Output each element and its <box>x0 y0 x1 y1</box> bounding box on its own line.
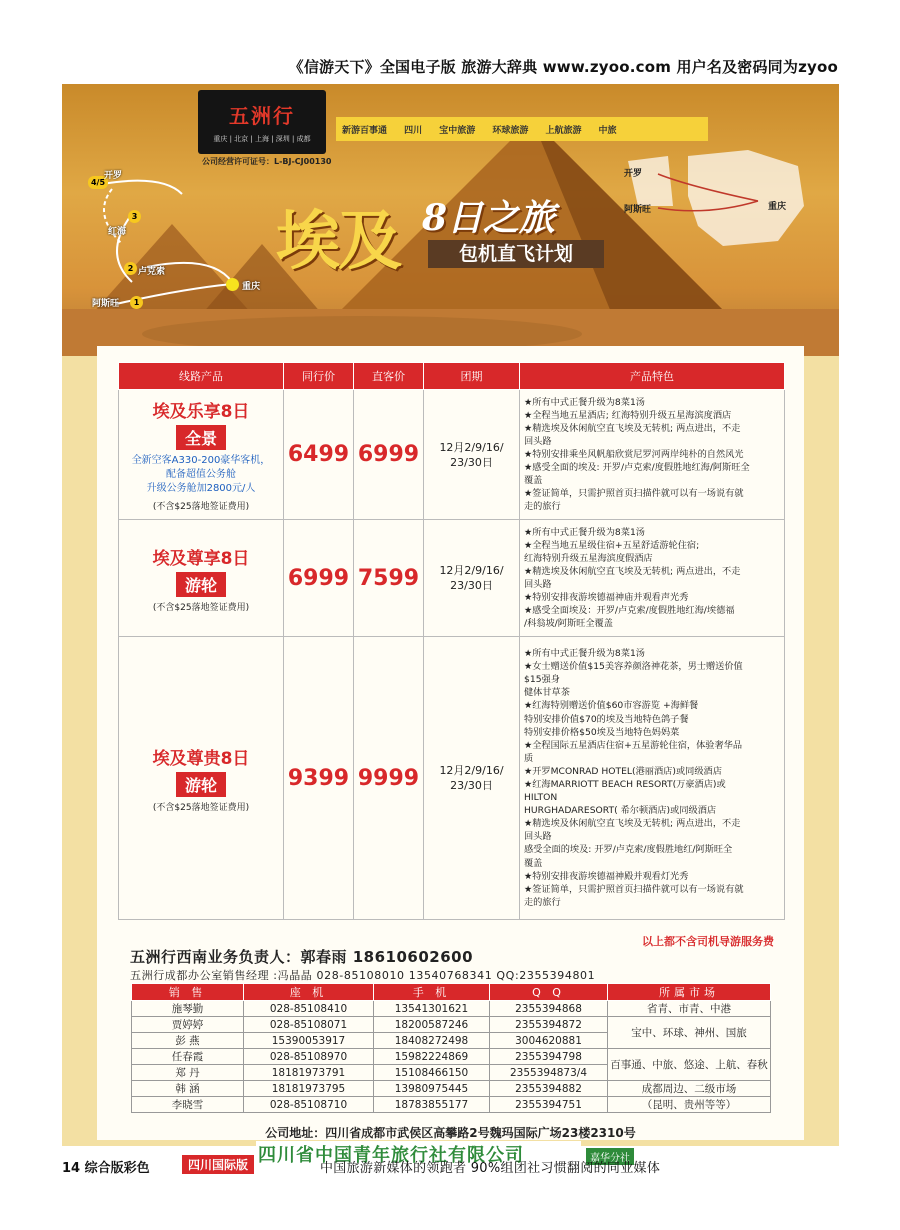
feature-line: 走的旅行 <box>524 501 561 513</box>
sales-row <box>132 1001 771 1017</box>
map-label-aswan: 阿斯旺 <box>92 299 120 309</box>
sales-row <box>132 1081 771 1097</box>
mobile: 18200587246 <box>374 1017 490 1033</box>
footer-slogan: 中国旅游新媒体的领跑者 90%组团社习惯翻阅的同业媒体 <box>320 1161 661 1176</box>
peer-price-cell <box>284 637 354 920</box>
hero-title-egypt: 埃及 <box>276 204 400 279</box>
page-footer <box>0 1154 900 1178</box>
product-cell <box>119 637 284 920</box>
regional-manager: 五洲行西南业务负责人：郭春雨 18610602600 <box>130 948 474 966</box>
feature-line: ★全程当地五星级住宿+五星舒适游轮住宿; <box>524 539 700 551</box>
feature-line: ★所有中式正餐升级为8菜1汤 <box>524 648 645 660</box>
map-label-cairo: 开罗 <box>104 171 123 181</box>
column-header: 线路产品 <box>119 363 284 390</box>
mobile: 15108466150 <box>374 1065 490 1081</box>
sales-name: 彭 燕 <box>132 1033 244 1049</box>
direct-price: 6999 <box>357 442 420 467</box>
column-header: 座 机 <box>244 984 374 1001</box>
route-number: 4/5 <box>88 176 108 189</box>
feature-line: 感受全面的埃及: 开罗/卢克索/度假胜地红/阿斯旺全 <box>524 844 733 856</box>
market: （昆明、贵州等等） <box>608 1097 771 1113</box>
direct-price: 9999 <box>357 765 420 791</box>
office-manager: 五洲行成都办公室销售经理 :冯晶晶 028-85108010 13540768341 QQ:2355394801 <box>130 969 596 982</box>
sales-row <box>132 1097 771 1113</box>
feature-line: ★特别安排夜游埃德福神殿并观看灯光秀 <box>524 870 689 882</box>
route-number: 2 <box>124 262 137 275</box>
sales-row <box>132 1049 771 1065</box>
chongqing-dot-icon <box>226 278 239 291</box>
product-tag: 游轮 <box>176 772 226 797</box>
product-table <box>118 362 785 920</box>
feature-line: 红海特别升级五星海滨度假酒店 <box>524 552 653 564</box>
qq: 2355394872 <box>490 1017 608 1033</box>
logo-name: 五洲行 <box>229 104 295 128</box>
sales-row <box>132 1017 771 1033</box>
market: 宝中、环球、神州、国旅 <box>608 1017 771 1049</box>
top-bar <box>0 52 900 82</box>
feature-line: ★所有中式正餐升级为8菜1汤 <box>524 396 645 408</box>
hero-banner <box>62 84 839 356</box>
feature-line: ★精选埃及休闲航空直飞埃及无转机; 两点进出，不走 <box>524 818 741 830</box>
mobile: 13541301621 <box>374 1001 490 1017</box>
landline: 028-85108410 <box>244 1001 374 1017</box>
visa-note: (不含$25落地签证费用) <box>152 502 250 512</box>
license-number: 公司经营许可证号：L-BJ-CJ00130 <box>202 157 332 166</box>
feature-line: ★红海MARRIOTT BEACH RESORT(万豪酒店)或 <box>524 779 726 790</box>
feature-line: 覆盖 <box>524 857 543 869</box>
feature-line: 回头路 <box>524 831 552 843</box>
feature-line: 覆盖 <box>524 475 543 487</box>
qq: 2355394882 <box>490 1081 608 1097</box>
sales-name: 郑 丹 <box>132 1065 244 1081</box>
brand-logo <box>198 90 326 154</box>
departure-dates: 12月2/9/16/ 23/30日 <box>439 440 504 469</box>
mobile: 18783855177 <box>374 1097 490 1113</box>
map-label-luxor: 卢克索 <box>138 267 166 277</box>
market: 省青、市青、中港 <box>608 1001 771 1017</box>
feature-line: ★全程国际五星酒店住宿+五星游轮住宿，体验奢华品 <box>524 739 743 751</box>
product-promo: 全新空客A330-200豪华客机， 配备超值公务舱 升级公务舱加2800元/人 <box>131 455 271 494</box>
cn-map-label-cairo: 开罗 <box>624 169 643 179</box>
product-row <box>119 390 785 520</box>
feature-line: $15强身 <box>524 674 560 686</box>
landline: 028-85108970 <box>244 1049 374 1065</box>
feature-line: HILTON <box>524 792 558 804</box>
feature-line: 回头路 <box>524 579 552 590</box>
feature-line: ★特别安排乘坐风帆船欣赏尼罗河两岸纯朴的自然风光 <box>524 448 744 460</box>
feature-line: ★全程当地五星酒店; 红海特别升级五星海滨度酒店 <box>524 409 732 421</box>
sales-name: 韩 涵 <box>132 1081 244 1097</box>
feature-line: ★签证简单，只需护照首页扫描件就可以有一场说有就 <box>524 883 744 895</box>
branch-name: 嘉华分社 <box>586 1148 634 1165</box>
product-name: 埃及尊享8日 <box>152 548 250 569</box>
service-fee-note: 以上都不含司机导游服务费 <box>642 935 774 948</box>
landline: 028-85108071 <box>244 1017 374 1033</box>
sales-name: 任春霞 <box>132 1049 244 1065</box>
page-number: 14 综合版彩色 <box>62 1161 150 1176</box>
sponsor-logo: 新游百事通 <box>342 126 388 136</box>
product-name: 埃及尊贵8日 <box>152 748 250 769</box>
column-header: 直客价 <box>354 363 424 390</box>
dates-cell <box>424 520 520 637</box>
company-name: 四川省中国青年旅行社有限公司 <box>258 1145 524 1166</box>
company-address: 公司地址：四川省成都市武侯区高攀路2号魏玛国际广场23楼2310号 <box>265 1126 636 1140</box>
feature-line: 回头路 <box>524 435 552 447</box>
sponsor-strip <box>336 117 708 141</box>
peer-price-cell <box>284 520 354 637</box>
column-header: 同行价 <box>284 363 354 390</box>
sponsor-logo: 宝中旅游 <box>439 126 476 136</box>
column-header: 产品特色 <box>520 363 785 390</box>
route-number: 1 <box>130 296 143 309</box>
product-cell <box>119 390 284 520</box>
feature-line: ★女士赠送价值$15美容养颜洛神花茶，男士赠送价值 <box>524 661 743 673</box>
column-header: Q Q <box>490 984 608 1001</box>
feature-line: 健体甘草茶 <box>524 687 570 699</box>
product-table-header <box>119 363 785 390</box>
landline: 18181973791 <box>244 1065 374 1081</box>
product-tag: 游轮 <box>176 572 226 597</box>
route-number: 3 <box>128 210 141 223</box>
feature-line: ★感受全面埃及：开罗/卢克索/度假胜地红海/埃德福 <box>524 605 735 617</box>
visa-note: (不含$25落地签证费用) <box>152 602 250 613</box>
product-cell <box>119 520 284 637</box>
feature-line: HURGHADARESORT( 希尔顿酒店)或同级酒店 <box>524 805 717 817</box>
feature-line: ★红海特别赠送价值$60市容游览 +海鲜餐 <box>524 700 699 712</box>
landline: 15390053917 <box>244 1033 374 1049</box>
hero-subtitle-charter: 包机直飞计划 <box>428 240 604 268</box>
feature-line: ★开罗MCONRAD HOTEL(港丽酒店)或同级酒店 <box>524 765 722 777</box>
sales-name: 贾婷婷 <box>132 1017 244 1033</box>
landline: 18181973795 <box>244 1081 374 1097</box>
feature-line: ★精选埃及休闲航空直飞埃及无转机; 两点进出，不走 <box>524 565 741 577</box>
direct-price-cell <box>354 520 424 637</box>
product-row <box>119 637 785 920</box>
dates-cell <box>424 637 520 920</box>
feature-line: 特别安排价值$70的埃及当地特色鸽子餐 <box>524 713 689 725</box>
publication-header: 《信游天下》全国电子版 旅游大辞典 www.zyoo.com 用户名及密码同为zyoo <box>288 58 838 76</box>
column-header: 手 机 <box>374 984 490 1001</box>
feature-line: /科翁坡/阿斯旺全覆盖 <box>524 618 613 630</box>
map-label-chongqing: 重庆 <box>242 282 261 292</box>
direct-price-cell <box>354 390 424 520</box>
column-header: 所属市场 <box>608 984 771 1001</box>
sponsor-logo: 环球旅游 <box>492 126 529 136</box>
column-header: 销 售 <box>132 984 244 1001</box>
mobile: 18408272498 <box>374 1033 490 1049</box>
feature-line: ★特别安排夜游埃德福神庙并观看声光秀 <box>524 592 689 604</box>
mobile: 13980975445 <box>374 1081 490 1097</box>
sponsor-logo: 四川 <box>404 126 423 136</box>
feature-line: 走的旅行 <box>524 896 561 908</box>
market: 百事通、中旅、悠途、上航、春秋 <box>608 1049 771 1081</box>
departure-dates: 12月2/9/16/ 23/30日 <box>439 764 504 792</box>
feature-line: ★签证简单，只需护照首页扫描件就可以有一场说有就 <box>524 488 744 500</box>
sales-table-header <box>132 984 771 1001</box>
qq: 2355394868 <box>490 1001 608 1017</box>
product-tag: 全景 <box>176 425 226 450</box>
sales-name: 李晓雪 <box>132 1097 244 1113</box>
feature-line: 特别安排价格$50埃及当地特色妈妈菜 <box>524 726 680 738</box>
product-row <box>119 520 785 637</box>
qq: 2355394751 <box>490 1097 608 1113</box>
qq: 2355394798 <box>490 1049 608 1065</box>
logo-cities: 重庆 | 北京 | 上海 | 深圳 | 成都 <box>213 135 311 143</box>
qq: 3004620881 <box>490 1033 608 1049</box>
product-name: 埃及乐享8日 <box>152 402 250 422</box>
cn-map-label-chongqing: 重庆 <box>768 202 787 212</box>
visa-note: (不含$25落地签证费用) <box>152 802 250 813</box>
hero-title-8days: 8日之旅 <box>422 197 556 239</box>
peer-price-cell <box>284 390 354 520</box>
peer-price: 6499 <box>287 442 350 467</box>
feature-line: ★所有中式正餐升级为8菜1汤 <box>524 526 645 538</box>
mobile: 15982224869 <box>374 1049 490 1065</box>
dates-cell <box>424 390 520 520</box>
sponsor-logo: 上航旅游 <box>545 126 582 136</box>
sponsor-logo: 中旅 <box>598 126 617 136</box>
landline: 028-85108710 <box>244 1097 374 1113</box>
map-label-red-sea: 红海 <box>108 227 127 237</box>
qq: 2355394873/4 <box>490 1065 608 1081</box>
market: 成都周边、二级市场 <box>608 1081 771 1097</box>
column-header: 团期 <box>424 363 520 390</box>
features-cell <box>520 637 785 920</box>
features-cell <box>520 390 785 520</box>
feature-line: ★感受全面的埃及: 开罗/卢克索/度假胜地红海/阿斯旺全 <box>524 462 750 474</box>
feature-line: 质 <box>524 752 534 764</box>
direct-price: 7599 <box>357 565 420 591</box>
direct-price-cell <box>354 637 424 920</box>
features-cell <box>520 520 785 637</box>
peer-price: 6999 <box>287 565 350 591</box>
sales-name: 施琴勤 <box>132 1001 244 1017</box>
feature-line: ★精选埃及休闲航空直飞埃及无转机; 两点进出，不走 <box>524 422 741 434</box>
sales-contact-table <box>131 983 771 1113</box>
edition-badge: 四川国际版 <box>182 1155 254 1174</box>
cn-map-label-aswan: 阿斯旺 <box>624 205 652 215</box>
peer-price: 9399 <box>287 765 350 791</box>
departure-dates: 12月2/9/16/ 23/30日 <box>439 564 504 592</box>
